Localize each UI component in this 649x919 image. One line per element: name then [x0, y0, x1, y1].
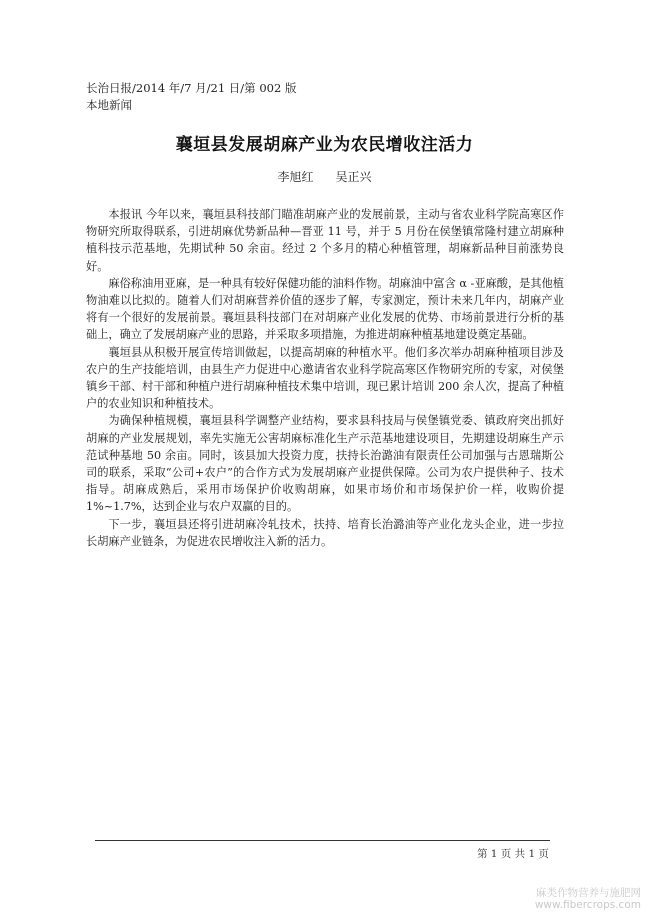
section-label: 本地新闻: [86, 98, 132, 112]
paragraph-3: 襄垣县从积极开展宣传培训做起，以提高胡麻的种植水平。他们多次举办胡麻种植项目涉及农户的生产技能培训，由县生产力促进中心邀请省农业科学院高寒区作物研究所的专家，对侯堡镇乡干部、村干部和种植户进行胡麻种植技术集中培训，现已累计培训 200 余人次，提高了种植户的农业知识和种植技术。: [86, 345, 564, 411]
paragraph-2: 麻俗称油用亚麻，是一种具有较好保健功能的油料作物。胡麻油中富含 α -亚麻酸，是其他植物油难以比拟的。随着人们对胡麻营养价值的逐步了解，专家测定，预计未来几年内，胡麻产业将有一个很好的发展前景。襄垣县科技部门在对胡麻产业化发展的优势、市场前景进行分析的基础上，确立了发展胡麻产业的思路，并采取多项措施，为推进胡麻种植基地建设奠定基础。: [86, 276, 564, 342]
paragraph-5: 下一步，襄垣县还将引进胡麻冷轧技术，扶持、培育长治潞油等产业化龙头企业，进一步拉长胡麻产业链条，为促进农民增收注入新的活力。: [86, 517, 564, 548]
paragraph-1: 本报讯 今年以来，襄垣县科技部门瞄准胡麻产业的发展前景，主动与省农业科学院高寒区作物研究所取得联系，引进胡麻优势新品种—晋亚 11 号，并于 5 月份在侯堡镇常隆村建立胡麻种植科技示范基地，先期试种 50 余亩。经过 2 个多月的精心种植管理，胡麻新品种目前涨势良好。: [86, 208, 564, 273]
paragraph-4: 为确保种植规模，襄垣县科学调整产业结构，要求县科技局与侯堡镇党委、镇政府突出抓好胡麻的产业发展规划，率先实施无公害胡麻标准化生产示范基地建设项目，先期建设胡麻生产示范试种基地 50 余亩。同时，该县加大投资力度，扶持长治潞油有限责任公司加强与古恩瑞斯公司的联系，采取“公司+农户”的合作方式为发展胡麻产业提供保障。公司为农户提供种子、技术指导。胡麻成熟后，采用市场保护价收购胡麻，如果市场价和市场保护价一样，收购价提 1%~1.7%，达到企业与农户双赢的目的。: [86, 414, 564, 514]
watermark-url: www.fibercrops.com: [534, 899, 641, 911]
source-header: [86, 80, 296, 114]
article-title: 襄垣县发展胡麻产业为农民增收注活力: [175, 135, 474, 155]
watermark: [535, 887, 641, 911]
author-1: 李旭红: [277, 170, 314, 184]
footer-divider: [95, 840, 550, 841]
article-authors: [0, 168, 649, 185]
page-number: 第 1 页 共 1 页: [476, 848, 549, 860]
author-2: 吴正兴: [335, 170, 372, 184]
article-body: [86, 206, 564, 550]
watermark-site-name: 麻类作物营养与施肥网: [536, 887, 641, 899]
source-line: 长治日报/2014 年/7 月/21 日/第 002 版: [86, 81, 297, 95]
